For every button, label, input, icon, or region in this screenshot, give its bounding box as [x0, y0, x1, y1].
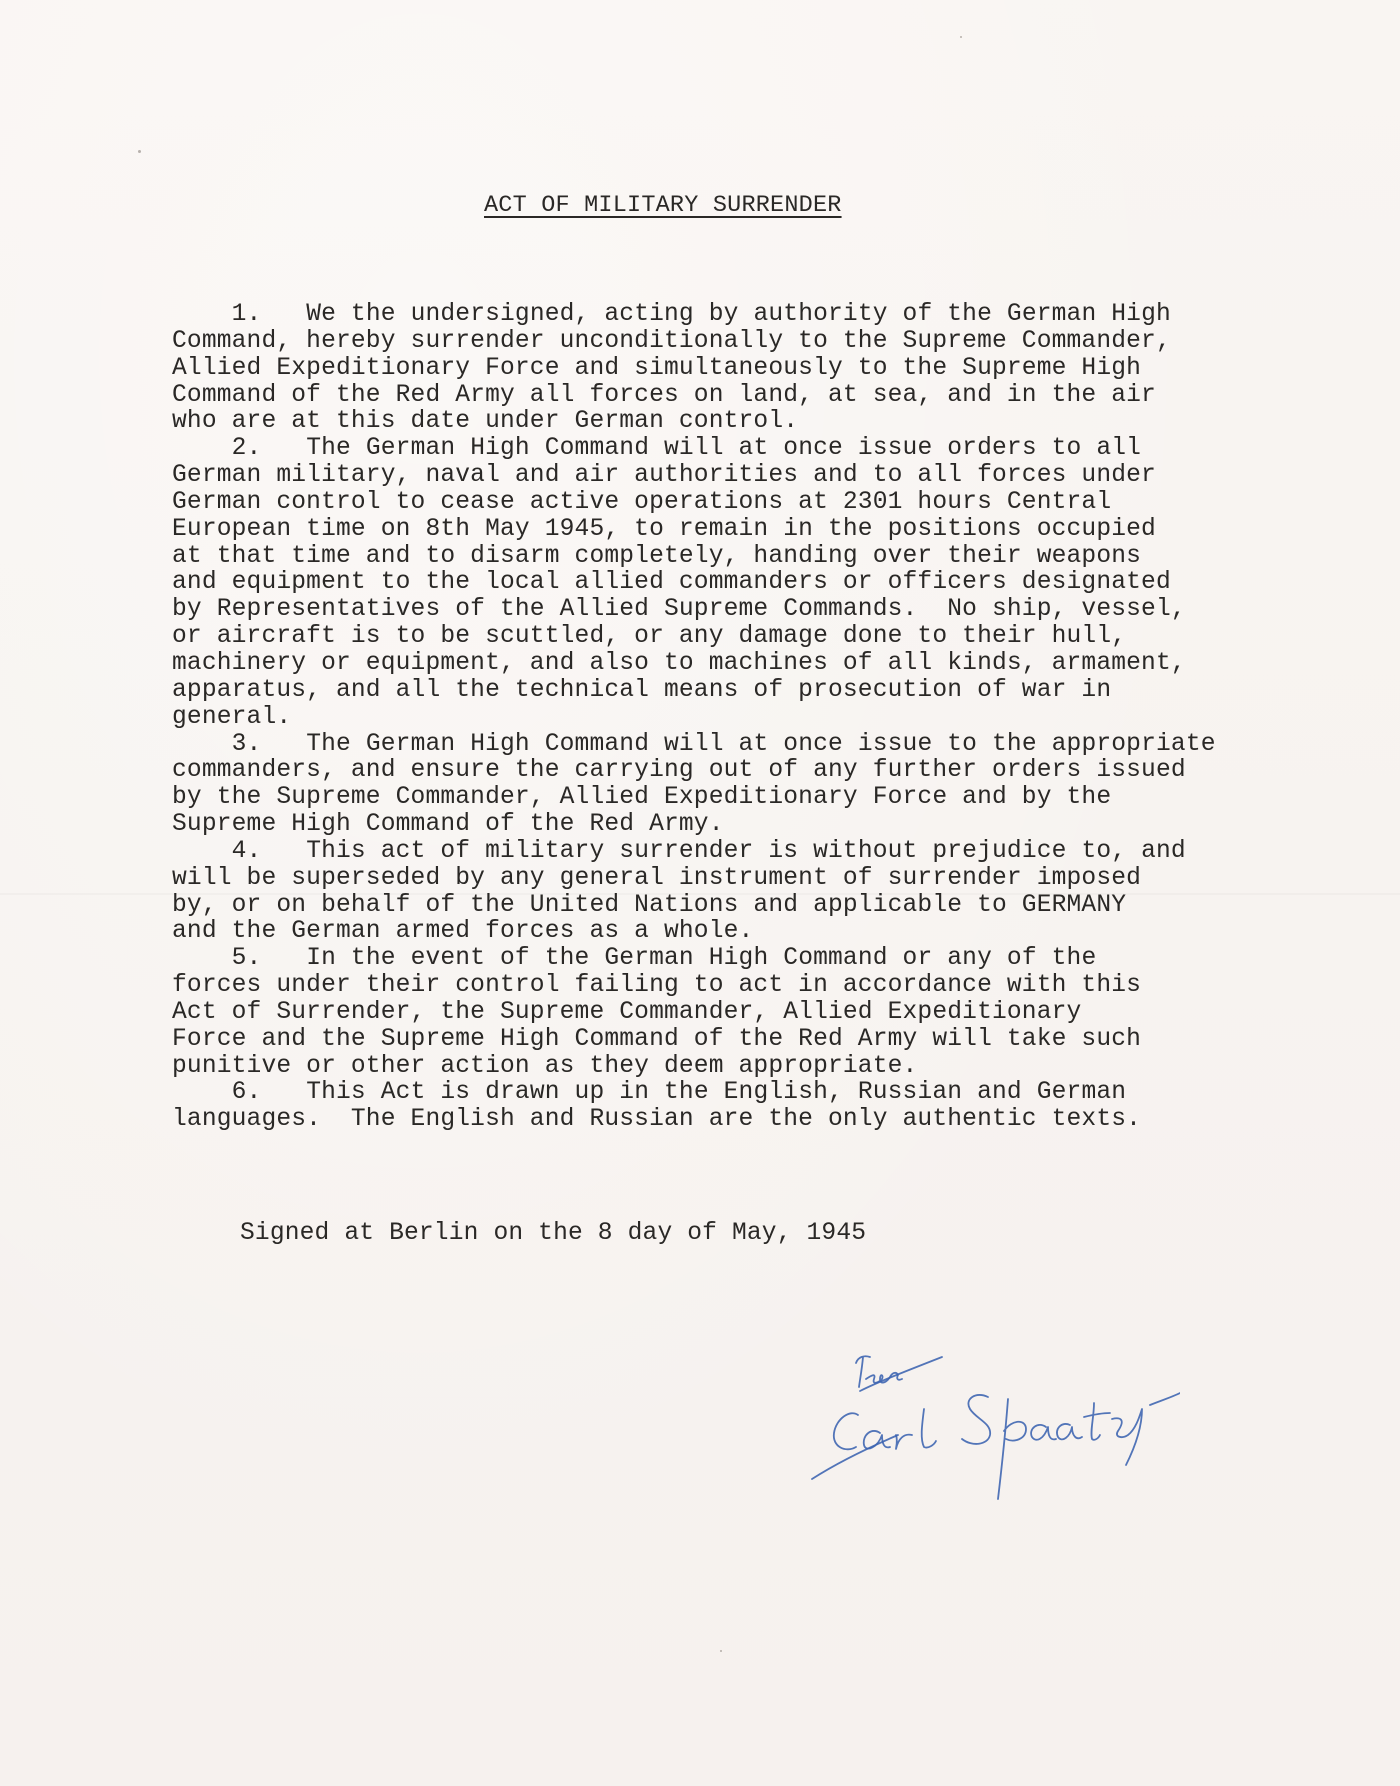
paragraph-line — [172, 758, 1216, 785]
paragraph-text: Allied Expeditionary Force and simultaneously to the Supreme High — [172, 354, 1142, 382]
paragraph-text: Command of the Red Army all forces on land, at sea, and in the air — [172, 381, 1156, 409]
paragraph-line — [172, 973, 1216, 1000]
paragraph-text: at that time and to disarm completely, handing over their weapons — [172, 542, 1142, 570]
paragraph-text: apparatus, and all the technical means of prosecution of war in — [172, 676, 1112, 704]
paragraph-number: 5. — [231, 945, 262, 973]
document-body — [172, 302, 1216, 1134]
paragraph-number-gap — [261, 731, 306, 758]
paragraph-line — [172, 946, 1216, 973]
paragraph-text: machinery or equipment, and also to machines of all kinds, armament, — [172, 649, 1186, 677]
paragraph-text: forces under their control failing to act in accordance with this — [172, 972, 1142, 1000]
signature-image — [800, 1335, 1180, 1505]
paragraph-text: will be superseded by any general instrument of surrender imposed — [172, 864, 1142, 892]
paragraph-line — [172, 463, 1216, 490]
paragraph-indent — [172, 301, 232, 328]
paragraph-text: by, or on behalf of the United Nations and applicable to GERMANY — [172, 891, 1127, 919]
paragraph-line — [172, 409, 1216, 436]
paragraph-number: 3. — [231, 730, 262, 758]
paragraph-line — [172, 544, 1216, 571]
paragraph-line — [172, 893, 1216, 920]
paragraph-number-gap — [261, 838, 306, 865]
paragraph-indent — [172, 435, 232, 462]
paragraph-line — [172, 329, 1216, 356]
paragraph-text: German control to cease active operations at 2301 hours Central — [172, 488, 1112, 516]
signature-teste-annotation — [856, 1356, 942, 1391]
paragraph-text: Command, hereby surrender unconditionally to the Supreme Commander, — [172, 327, 1171, 355]
paragraph-line — [172, 812, 1216, 839]
paragraph-line — [172, 678, 1216, 705]
paragraph-line — [172, 839, 1216, 866]
paragraph-text: punitive or other action as they deem appropriate. — [172, 1052, 918, 1080]
paragraph-text: commanders, and ensure the carrying out of any further orders issued — [172, 757, 1186, 785]
paragraph-number: 4. — [231, 837, 262, 865]
paragraph-line — [172, 785, 1216, 812]
paragraph-text: by the Supreme Commander, Allied Expeditionary Force and by the — [172, 784, 1112, 812]
paragraph-number: 6. — [231, 1079, 262, 1107]
paragraph-line — [172, 919, 1216, 946]
paragraph-line — [172, 1107, 1216, 1134]
paragraph-text: and equipment to the local allied commanders or officers designated — [172, 569, 1171, 597]
paragraph-text: The German High Command will at once issue orders to all — [306, 435, 1142, 463]
signed-line: Signed at Berlin on the 8 day of May, 1945 — [240, 1220, 867, 1247]
paragraph-number: 1. — [231, 301, 262, 328]
paragraph-line — [172, 490, 1216, 517]
paragraph-text: This act of military surrender is without prejudice to, and — [306, 837, 1186, 865]
paragraph-text: Supreme High Command of the Red Army. — [172, 811, 724, 839]
paragraph-line — [172, 517, 1216, 544]
paragraph-line — [172, 570, 1216, 597]
paragraph-text: We the undersigned, acting by authority of the German High — [306, 301, 1171, 328]
paragraph-indent — [172, 945, 232, 972]
paragraph-line — [172, 436, 1216, 463]
signature-last-name — [962, 1393, 1180, 1499]
paper-speck — [720, 1650, 722, 1652]
paper-speck — [138, 150, 141, 153]
paragraph-text: In the event of the German High Command or any of the — [306, 945, 1097, 973]
paragraph-number-gap — [261, 1079, 306, 1106]
paragraph-line — [172, 624, 1216, 651]
paragraph-line — [172, 1027, 1216, 1054]
paragraph-text: European time on 8th May 1945, to remain in the positions occupied — [172, 515, 1156, 543]
paragraph-number-gap — [261, 301, 306, 328]
paragraph-line — [172, 1054, 1216, 1081]
paragraph-line — [172, 302, 1216, 329]
paragraph-text: Force and the Supreme High Command of the Red Army will take such — [172, 1025, 1142, 1053]
paragraph-line — [172, 705, 1216, 732]
paragraph-text: who are at this date under German control. — [172, 408, 799, 436]
paragraph-line — [172, 1080, 1216, 1107]
paragraph-number-gap — [261, 435, 306, 462]
paragraph-number-gap — [261, 945, 306, 972]
paragraph-line — [172, 1000, 1216, 1027]
paragraph-line — [172, 732, 1216, 759]
paragraph-text: and the German armed forces as a whole. — [172, 918, 754, 946]
paragraph-text: by Representatives of the Allied Supreme Commands. No ship, vessel, — [172, 596, 1186, 624]
paragraph-text: Act of Surrender, the Supreme Commander, Allied Expeditionary — [172, 998, 1082, 1026]
paragraph-line — [172, 356, 1216, 383]
paragraph-indent — [172, 838, 232, 865]
paragraph-indent — [172, 731, 232, 758]
paragraph-line — [172, 597, 1216, 624]
paragraph-line — [172, 383, 1216, 410]
paragraph-text: or aircraft is to be scuttled, or any damage done to their hull, — [172, 623, 1127, 651]
signature-first-name — [812, 1409, 936, 1479]
paragraph-number: 2. — [231, 435, 262, 463]
paragraph-text: The German High Command will at once issue to the appropriate — [306, 730, 1216, 758]
paragraph-text: This Act is drawn up in the English, Russian and German — [306, 1079, 1127, 1107]
paragraph-text: German military, naval and air authorities and to all forces under — [172, 462, 1156, 490]
paragraph-indent — [172, 1079, 232, 1106]
paragraph-text: languages. The English and Russian are the only authentic texts. — [172, 1106, 1142, 1134]
paragraph-line — [172, 651, 1216, 678]
paper-speck — [960, 36, 962, 38]
paragraph-text: general. — [172, 703, 292, 731]
document-title: ACT OF MILITARY SURRENDER — [484, 192, 842, 219]
paragraph-line — [172, 866, 1216, 893]
